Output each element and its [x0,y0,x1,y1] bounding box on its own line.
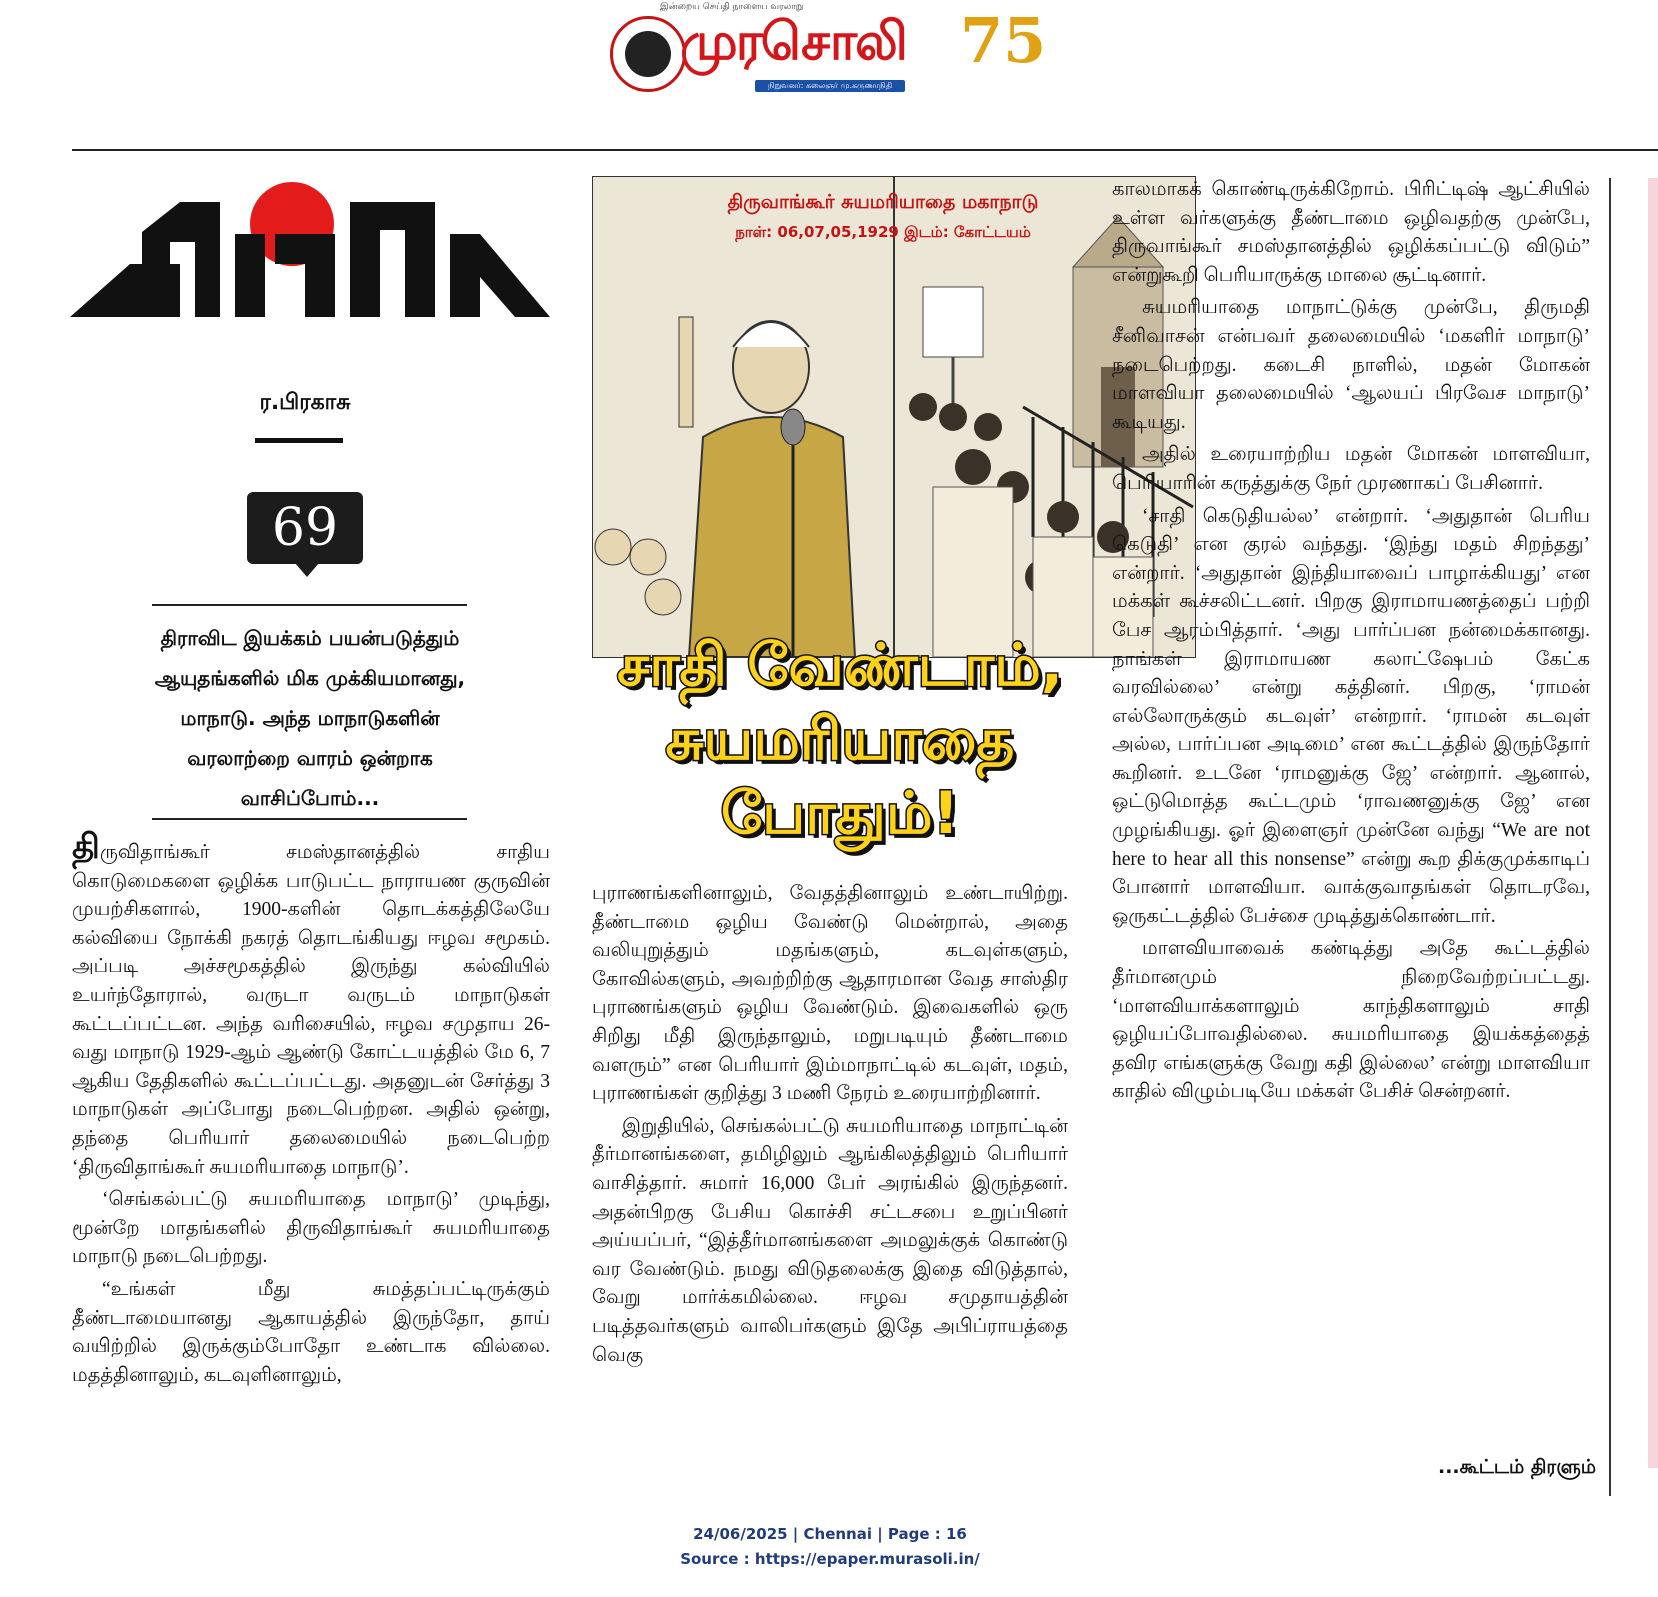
footer-date-page: 24/06/2025 | Chennai | Page : 16 [693,1525,967,1543]
illustration-banner-title: திருவாங்கூர் சுயமரியாதை மகாநாடு [727,191,1039,213]
masthead-subtitle: நிறுவனர்: கலைஞர் மு.கருணாநிதி [755,80,905,92]
paragraph: இறுதியில், செங்கல்பட்டு சுயமரியாதை மாநாட்டின் தீர்மானங்களை, தமிழிலும் ஆங்கிலத்திலும் பெரியார் வாசித்தார். சுமார் 16,000 பேர் அரங்கில் இருந்தனர். அதன்பிறகு பேசிய கொச்சி சட்டசபை உறுப்பினர் அய்யப்பர், “இத்தீர்மானங்களை அமலுக்குக் கொண்டு வர வேண்டும். நமது விடுதலைக்கு இதை விடுத்தால், வேறு மார்க்கமில்லை. ஈழவ சமுதாயத்தின் படித்தவர்களும் வாலிபர்களும் இதே அபிப்ராயத்தை வெகு [592,1115,1068,1366]
article-column-1 [72,829,550,1394]
column-rule [1609,178,1611,1496]
author-underline [255,438,343,443]
paragraph: காலமாகக் கொண்டிருக்கிறோம். பிரிட்டிஷ் ஆட்சியில் உள்ள வர்களுக்கு தீண்டாமை ஒழிவதற்கு முன்பே, திருவாங்கூர் சமஸ்தானத்தில் ஒழிக்கப்பட்டு விடும்” என்றுகூறி பெரியாருக்கு மாலை சூட்டினார். [1112,179,1590,286]
paragraph: புராணங்களினாலும், வேதத்தினாலும் உண்டாயிற்று. தீண்டாமை ஒழிய வேண்டு மென்றால், அதை வலியுறுத்தும் மதங்களும், கடவுள்களும், கோவில்களும், அவற்றிற்கு ஆதாரமான வேத சாஸ்திர புராணங்களும் ஒழிய வேண்டும். இவைகளில் ஒரு சிறிது மீதி இருந்தாலும், மறுபடியும் தீண்டாமை வளரும்” என பெரியார் இம்மாநாட்டில் கடவுள், மதம், புராணங்கள் குறித்து 3 மணி நேரம் உரையாற்றினார். [592,883,1068,1105]
section-logo [70,172,550,317]
anniversary-badge: 75 [960,4,1047,77]
continuation-note: ...கூட்டம் திரளும் [1438,1456,1597,1478]
author-name: ர.பிரகாசு [259,390,351,415]
headline-line-1: சாதி வேண்டாம், [617,631,1063,699]
drop-cap: தி [72,829,100,866]
article-column-2 [592,880,1068,1374]
paragraph [72,829,550,1182]
paragraph: ‘சாதி கெடுதியல்ல’ என்றார். ‘அதுதான் பெரிய கெடுதி’ என குரல் வந்தது. ‘இந்து மதம் சிறந்தது’ என்றார். ‘அதுதான் இந்தியாவைப் பாழாக்கியது’ என மக்கள் கூச்சலிட்டனர். பிறகு இராமாயணத்தைப் பற்றி பேச ஆரம்பித்தார். ‘அது பார்ப்பன நன்மைக்கானது. நாங்கள் இராமாயண கலாட்ஷேபம் கேட்க வரவில்லை’ என்று கத்தினர். பிறகு, ‘ராமன் எல்லோருக்கும் கடவுள்’ என்றார். ‘ராமன் கடவுள் அல்ல, பார்ப்பன அடிமை’ என கூட்டத்தில் இருந்தோர் கூறினர். உடனே ‘ராமனுக்கு ஜே’ என்றார். ஆனால், ஒட்டுமொத்த கூட்டமும் ‘ராவணனுக்கு ஜே’ என முழங்கியது. ஓர் இளைஞர் முன்னே வந்து “We are not here to hear all this nonsense” என்று கூற திக்குமுக்காடிப் போனார் மாளவியா. வாக்குவாதங்கள் தொடரவே, ஒருகட்டத்தில் பேச்சை முடித்துக்கொண்டார். [1112,505,1590,927]
paragraph: ‘செங்கல்பட்டு சுயமரியாதை மாநாடு’ முடிந்து, மூன்றே மாதங்களில் திருவிதாங்கூர் சுயமரியாதை மாநாடு நடைபெற்றது. [72,1189,550,1268]
top-rule [72,149,1658,151]
article-headline [590,628,1090,850]
intro-rule-bottom [152,818,467,820]
paragraph: மாளவியாவைக் கண்டித்து அதே கூட்டத்தில் தீர்மானமும் நிறைவேற்றப்பட்டது. ‘மாளவியாக்களாலும் காந்திகளாலும் சாதி ஒழியப்போவதில்லை. சுயமரியாதை இயக்கத்தைத் தவிர எங்களுக்கு வேறு கதி இல்லை’ என்று மாளவியா காதில் விழும்படியே மக்கள் பேசிச் சென்றனர். [1112,938,1590,1103]
paragraph: அதில் உரையாற்றிய மதன் மோகன் மாளவியா, பெரியாரின் கருத்துக்கு நேர் முரணாகப் பேசினார். [1112,444,1590,494]
illustration-art [593,177,1195,657]
section-logo-graphic [70,172,550,317]
masthead-tagline: இன்றைய செய்தி நாளைய வரலாறு [660,2,804,12]
footer-source-link[interactable]: Source : https://epaper.murasoli.in/ [680,1550,980,1568]
masthead [600,0,1060,110]
article-column-3 [1112,176,1590,1111]
intro-text: திராவிட இயக்கம் பயன்படுத்தும் ஆயுதங்களில் மிக முக்கியமானது, மாநாடு. அந்த மாநாடுகளின் வரலாற்றை வாரம் ஒன்றாக வாசிப்போம்... [154,626,466,810]
article-illustration [592,176,1196,658]
masthead-name: முரசொலி [680,12,906,72]
page-edge-strip [1648,178,1658,1468]
headline-line-2: சுயமரியாதை [665,705,1015,773]
headline-line-3: போதும்! [720,779,960,847]
illustration-banner-subtitle: நாள்: 06,07,05,1929 இடம்: கோட்டயம் [735,223,1031,241]
paragraph: “உங்கள் மீது சுமத்தப்பட்டிருக்கும் தீண்டாமையானது ஆகாயத்தில் இருந்தோ, தாய் வயிற்றில் இருக்கும்போதோ உண்டாக வில்லை. மதத்தினாலும், கடவுளினாலும், [72,1278,550,1386]
page-footer [560,1522,1100,1572]
paragraph: சுயமரியாதை மாநாட்டுக்கு முன்பே, திருமதி சீனிவாசன் என்பவர் தலைமையில் ‘மகளிர் மாநாடு’ நடைபெற்றது. கடைசி நாளில், மதன் மோகன் மாளவியா தலைமையில் ‘ஆலயப் பிரவேச மாநாடு’ கூடியது. [1112,297,1590,433]
badge-pointer [295,563,319,577]
party-emblem-icon [610,16,686,92]
part-number-badge: 69 [247,492,363,564]
paragraph-text: ருவிதாங்கூர் சமஸ்தானத்தில் சாதிய கொடுமைகளை ஒழிக்க பாடுபட்ட நாராயண குருவின் முயற்சிகளால், 1900-களின் தொடக்கத்திலேயே கல்வியை நோக்கி நகரத் தொடங்கியது ஈழவ சமூகம். அப்படி அச்சமூகத்தில் இருந்து கல்வியில் உயர்ந்தோரால், வருடா வருடம் மாநாடுகள் கூட்டப்பட்டன. அந்த வரிசையில், ஈழவ சமுதாய 26-வது மாநாடு 1929-ஆம் ஆண்டு கோட்டயத்தில் மே 6, 7 ஆகிய தேதிகளில் கூட்டப்பட்டது. அதனுடன் சேர்த்து 3 மாநாடுகள் அப்போது நடைபெற்றன. அதில் ஒன்று, தந்தை பெரியார் தலைமையில் நடைபெற்ற ‘திருவிதாங்கூர் சுயமரியாதை மாநாடு’. [72,842,550,1178]
intro-rule-top [152,604,467,606]
